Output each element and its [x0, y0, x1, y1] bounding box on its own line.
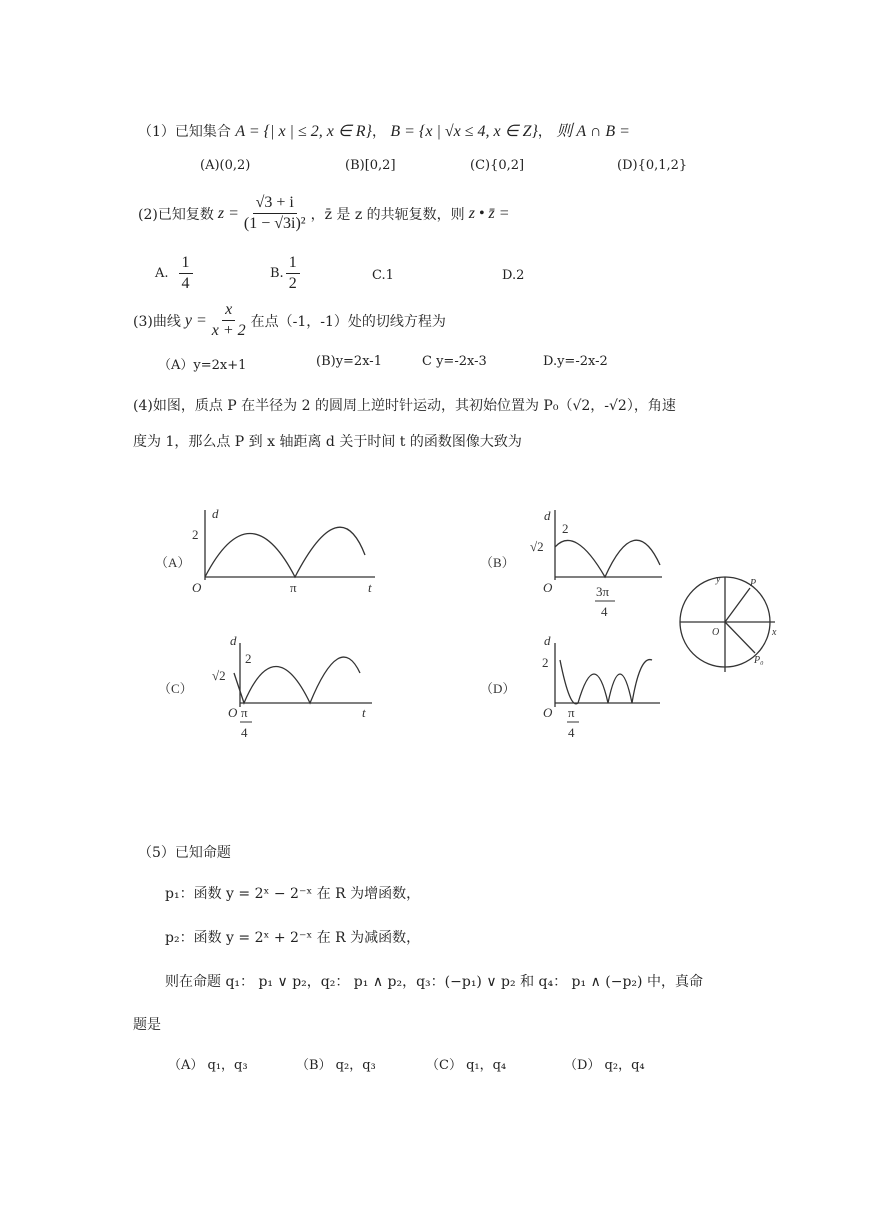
graph-a-d: d [212, 506, 219, 521]
q3-option-b: (B)y=2x-1 [316, 354, 382, 369]
q2-line [138, 193, 510, 234]
q3-option-d: D.y=-2x-2 [543, 354, 608, 369]
q2-z-lhs: z = [217, 204, 239, 222]
q2-ask: z • z̄ = [468, 204, 510, 222]
q1-option-d: (D){0,1,2} [617, 158, 688, 173]
graph-a-pi: π [290, 580, 297, 595]
q3-line [133, 300, 446, 341]
graph-c-two: 2 [245, 651, 252, 666]
graph-d-two: 2 [542, 655, 549, 670]
q2-option-c: C.1 [372, 268, 394, 283]
graph-a-two: 2 [192, 527, 199, 542]
graph-b-two: 2 [562, 521, 569, 536]
graph-b-curve [555, 540, 660, 577]
q5-option-a: （A） q₁，q₃ [168, 1058, 248, 1073]
q2-stem: (2)已知复数 [138, 206, 214, 223]
graph-a-t: t [368, 580, 372, 595]
graph-d-curve [560, 660, 652, 704]
q3-rest: 在点（-1，-1）处的切线方程为 [250, 313, 446, 330]
circle-x-label: x [772, 627, 777, 638]
q2-denominator: (1 − √3i)² [243, 215, 306, 232]
graph-c-t: t [362, 705, 366, 720]
graph-b-origin: O [543, 580, 553, 595]
q2-option-a-fraction: $\frac{1}{4}$ [179, 253, 193, 294]
graph-d-origin: O [543, 705, 553, 720]
q4-line-1: (4)如图，质点 P 在半径为 2 的圆周上逆时针运动，其初始位置为 P₀（√2，-√2），角速 [133, 398, 676, 414]
q1-set-b: B = {x | √x ≤ 4, x ∈ Z} [390, 123, 538, 140]
q2-option-b: B. $\frac{1}{2}$ [270, 253, 302, 294]
q5-line-4: 题是 [133, 1017, 161, 1033]
q5-line-3: 则在命题 q₁： p₁ ∨ p₂，q₂： p₁ ∧ p₂，q₃：(−p₁) ∨ p₂ 和 q₄： p₁ ∧ (−p₂) 中，真命 [165, 974, 703, 990]
graph-b-label: （B） [480, 555, 515, 570]
graph-c-tick-den: 4 [241, 725, 248, 740]
graph-d-tick-den: 4 [568, 725, 575, 740]
q5-stem: （5）已知命题 [138, 845, 231, 861]
q2-option-d: D.2 [502, 268, 525, 283]
graph-a-origin: O [192, 580, 202, 595]
graph-c-root2: √2 [212, 668, 226, 683]
q1-line: （1）已知集合 A = {| x | ≤ 2, x ∈ R}， B = {x | √x ≤ 4, x ∈ Z}， 则 A ∩ B = [138, 123, 630, 140]
graph-b-tick: 3π [596, 584, 610, 599]
graph-d-label: （D） [480, 681, 516, 696]
q5-option-b: （B） q₂，q₃ [296, 1058, 376, 1073]
q1-set-a: A = {| x | ≤ 2, x ∈ R} [235, 123, 372, 140]
graph-c-label: （C） [158, 681, 193, 696]
q2-option-b-fraction: $\frac{1}{2}$ [286, 253, 300, 294]
q2-fraction [241, 193, 309, 234]
q1-stem: （1）已知集合 [138, 124, 231, 140]
q3-option-c: C y=-2x-3 [422, 354, 487, 369]
q3-fraction: $\frac{x}{x + 2}$ [211, 301, 246, 339]
graph-c-origin: O [228, 705, 238, 720]
radius-p [725, 588, 750, 622]
q1-ask: 则 A ∩ B = [556, 123, 630, 140]
circle-y-label: y [716, 574, 721, 585]
q1-option-a: (A)(0,2) [200, 158, 251, 173]
q3-y-lhs: y = [184, 311, 207, 329]
circle-p-label: P [750, 578, 757, 589]
circle-origin: O [712, 627, 720, 638]
q1-option-b: (B)[0,2] [345, 158, 396, 173]
q3-stem: (3)曲线 [133, 313, 181, 330]
graph-b-d: d [544, 508, 551, 523]
q5-option-d: （D） q₂，q₄ [564, 1058, 645, 1073]
q5-p1: p₁：函数 y = 2ˣ − 2⁻ˣ 在 R 为增函数， [165, 886, 421, 902]
graph-d-tick: π [568, 705, 575, 720]
q5-p2: p₂：函数 y = 2ˣ + 2⁻ˣ 在 R 为减函数， [165, 930, 421, 946]
q4-figure [150, 495, 790, 765]
q3-option-a: （A）y=2x+1 [158, 358, 247, 373]
graph-a-curve [205, 527, 365, 577]
q5-option-c: （C） q₁，q₄ [426, 1058, 507, 1073]
q2-numerator: √3 + i [253, 193, 297, 214]
graph-d-d: d [544, 633, 551, 648]
q1-option-c: (C){0,2] [470, 158, 525, 173]
graph-b-root2: √2 [530, 539, 544, 554]
graph-b-tick-den: 4 [601, 604, 608, 619]
q2-option-a: A. $\frac{1}{4}$ [155, 253, 195, 294]
radius-p0 [725, 622, 755, 653]
circle-p0-label: P₀ [754, 655, 764, 666]
graph-c-d: d [230, 633, 237, 648]
q4-line-2: 度为 1，那么点 P 到 x 轴距离 d 关于时间 t 的函数图像大致为 [133, 434, 522, 450]
q2-mid: ，z̄ 是 z 的共轭复数，则 [310, 206, 465, 223]
graph-c-curve [234, 657, 360, 703]
graph-c-tick: π [241, 705, 248, 720]
graph-a-label: （A） [155, 555, 191, 570]
